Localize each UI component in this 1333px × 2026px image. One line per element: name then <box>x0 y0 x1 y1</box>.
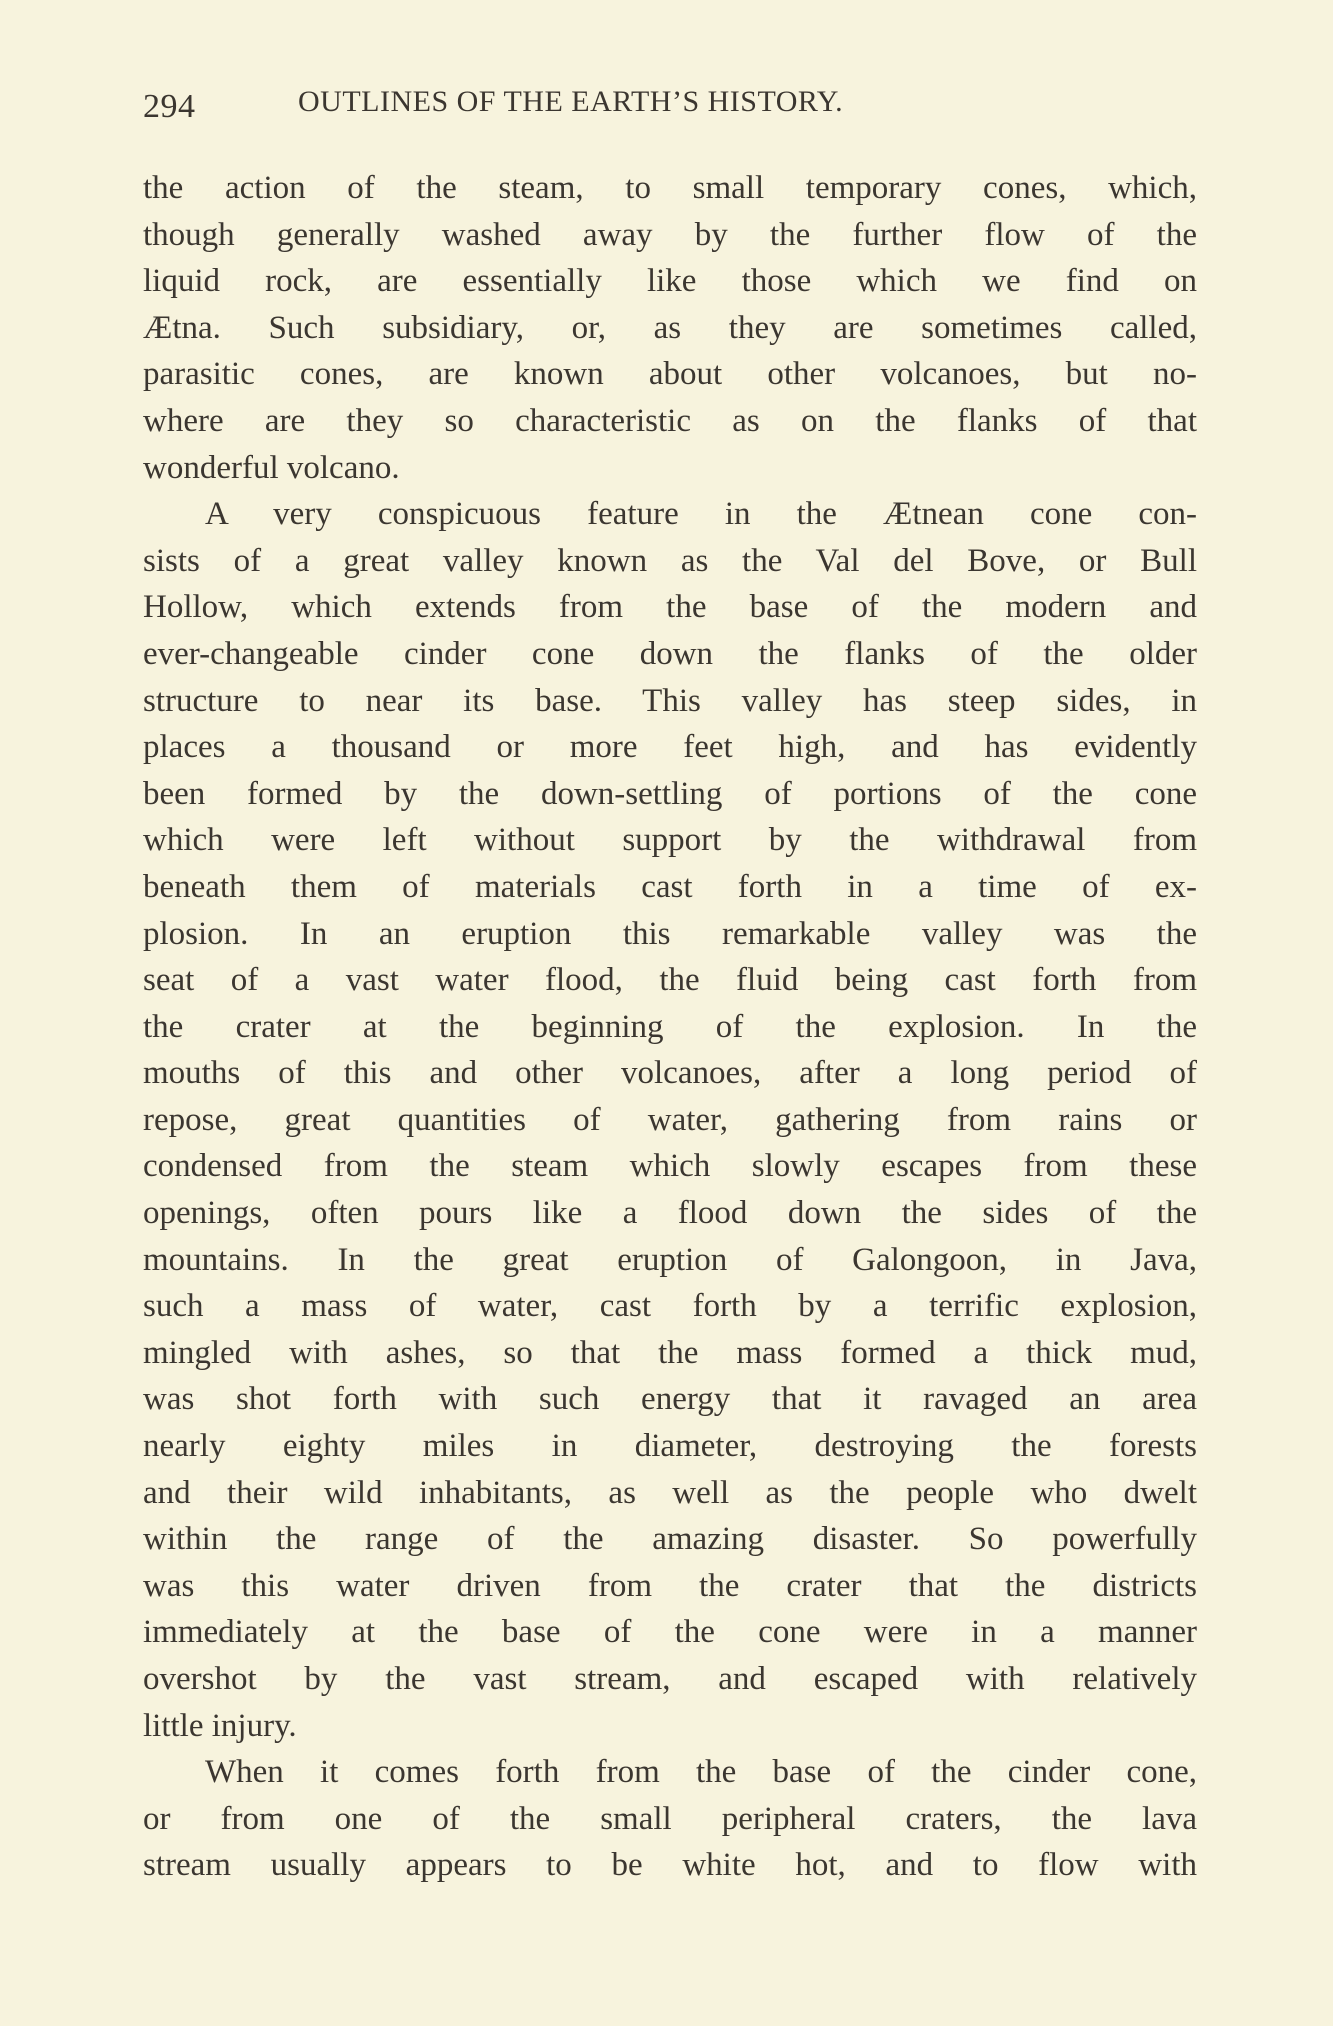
text-line: condensed from the steam which slowly escapes from these <box>143 1148 1197 1185</box>
text-line: which were left without support by the withdrawal from <box>143 822 1197 859</box>
page-number: 294 <box>143 88 196 125</box>
text-line: liquid rock, are essentially like those which we find on <box>143 263 1197 300</box>
text-line: though generally washed away by the further flow of the <box>143 216 1197 253</box>
text-line: When it comes forth from the base of the cinder cone, <box>205 1754 1197 1791</box>
text-line: overshot by the vast stream, and escaped with relatively <box>143 1661 1197 1697</box>
text-line: mouths of this and other volcanoes, after a long period of <box>143 1055 1197 1092</box>
text-line: immediately at the base of the cone were in a manner <box>143 1614 1197 1651</box>
text-line: Ætna. Such subsidiary, or, as they are sometimes called, <box>143 309 1197 346</box>
text-line: A very conspicuous feature in the Ætnean cone con- <box>205 496 1197 533</box>
text-line: the action of the steam, to small temporary cones, which, <box>143 170 1197 206</box>
text-line: and their wild inhabitants, as well as the people who dwelt <box>143 1474 1197 1511</box>
text-line: within the range of the amazing disaster. So powerfully <box>143 1521 1197 1558</box>
text-line: mountains. In the great eruption of Galongoon, in Java, <box>143 1241 1197 1278</box>
text-line: such a mass of water, cast forth by a terrific explosion, <box>143 1288 1197 1325</box>
text-line: structure to near its base. This valley has steep sides, in <box>143 682 1197 719</box>
text-line: little injury. <box>143 1707 297 1744</box>
text-line: been formed by the down-settling of portions of the cone <box>143 775 1197 812</box>
text-line: parasitic cones, are known about other volcanoes, but no- <box>143 356 1197 393</box>
text-line: mingled with ashes, so that the mass formed a thick mud, <box>143 1334 1197 1371</box>
body-text <box>143 165 1197 1889</box>
text-line: was this water driven from the crater that the districts <box>143 1567 1197 1604</box>
text-line: was shot forth with such energy that it ravaged an area <box>143 1381 1197 1418</box>
text-line: ever-changeable cinder cone down the flanks of the older <box>143 635 1197 672</box>
text-line: repose, great quantities of water, gathering from rains or <box>143 1101 1197 1138</box>
text-line: places a thousand or more feet high, and has evidently <box>143 729 1197 766</box>
text-line: stream usually appears to be white hot, and to flow with <box>143 1847 1197 1884</box>
text-line: beneath them of materials cast forth in a time of ex- <box>143 868 1197 905</box>
text-line: nearly eighty miles in diameter, destroying the forests <box>143 1428 1197 1465</box>
running-header <box>143 82 1203 125</box>
text-line: sists of a great valley known as the Val del Bove, or Bull <box>143 542 1197 579</box>
paragraph <box>143 165 1197 491</box>
text-line: seat of a vast water flood, the fluid being cast forth from <box>143 962 1197 999</box>
text-line: or from one of the small peripheral craters, the lava <box>143 1800 1197 1837</box>
text-line: the crater at the beginning of the explosion. In the <box>143 1008 1197 1045</box>
paragraph <box>143 1749 1197 1889</box>
text-line: Hollow, which extends from the base of the modern and <box>143 589 1197 626</box>
text-line: plosion. In an eruption this remarkable valley was the <box>143 915 1197 952</box>
running-title: OUTLINES OF THE EARTH’S HISTORY. <box>298 85 844 118</box>
paragraph <box>143 491 1197 1749</box>
text-line: openings, often pours like a flood down the sides of the <box>143 1195 1197 1232</box>
text-line: wonderful volcano. <box>143 449 400 486</box>
text-line: where are they so characteristic as on the flanks of that <box>143 402 1197 439</box>
